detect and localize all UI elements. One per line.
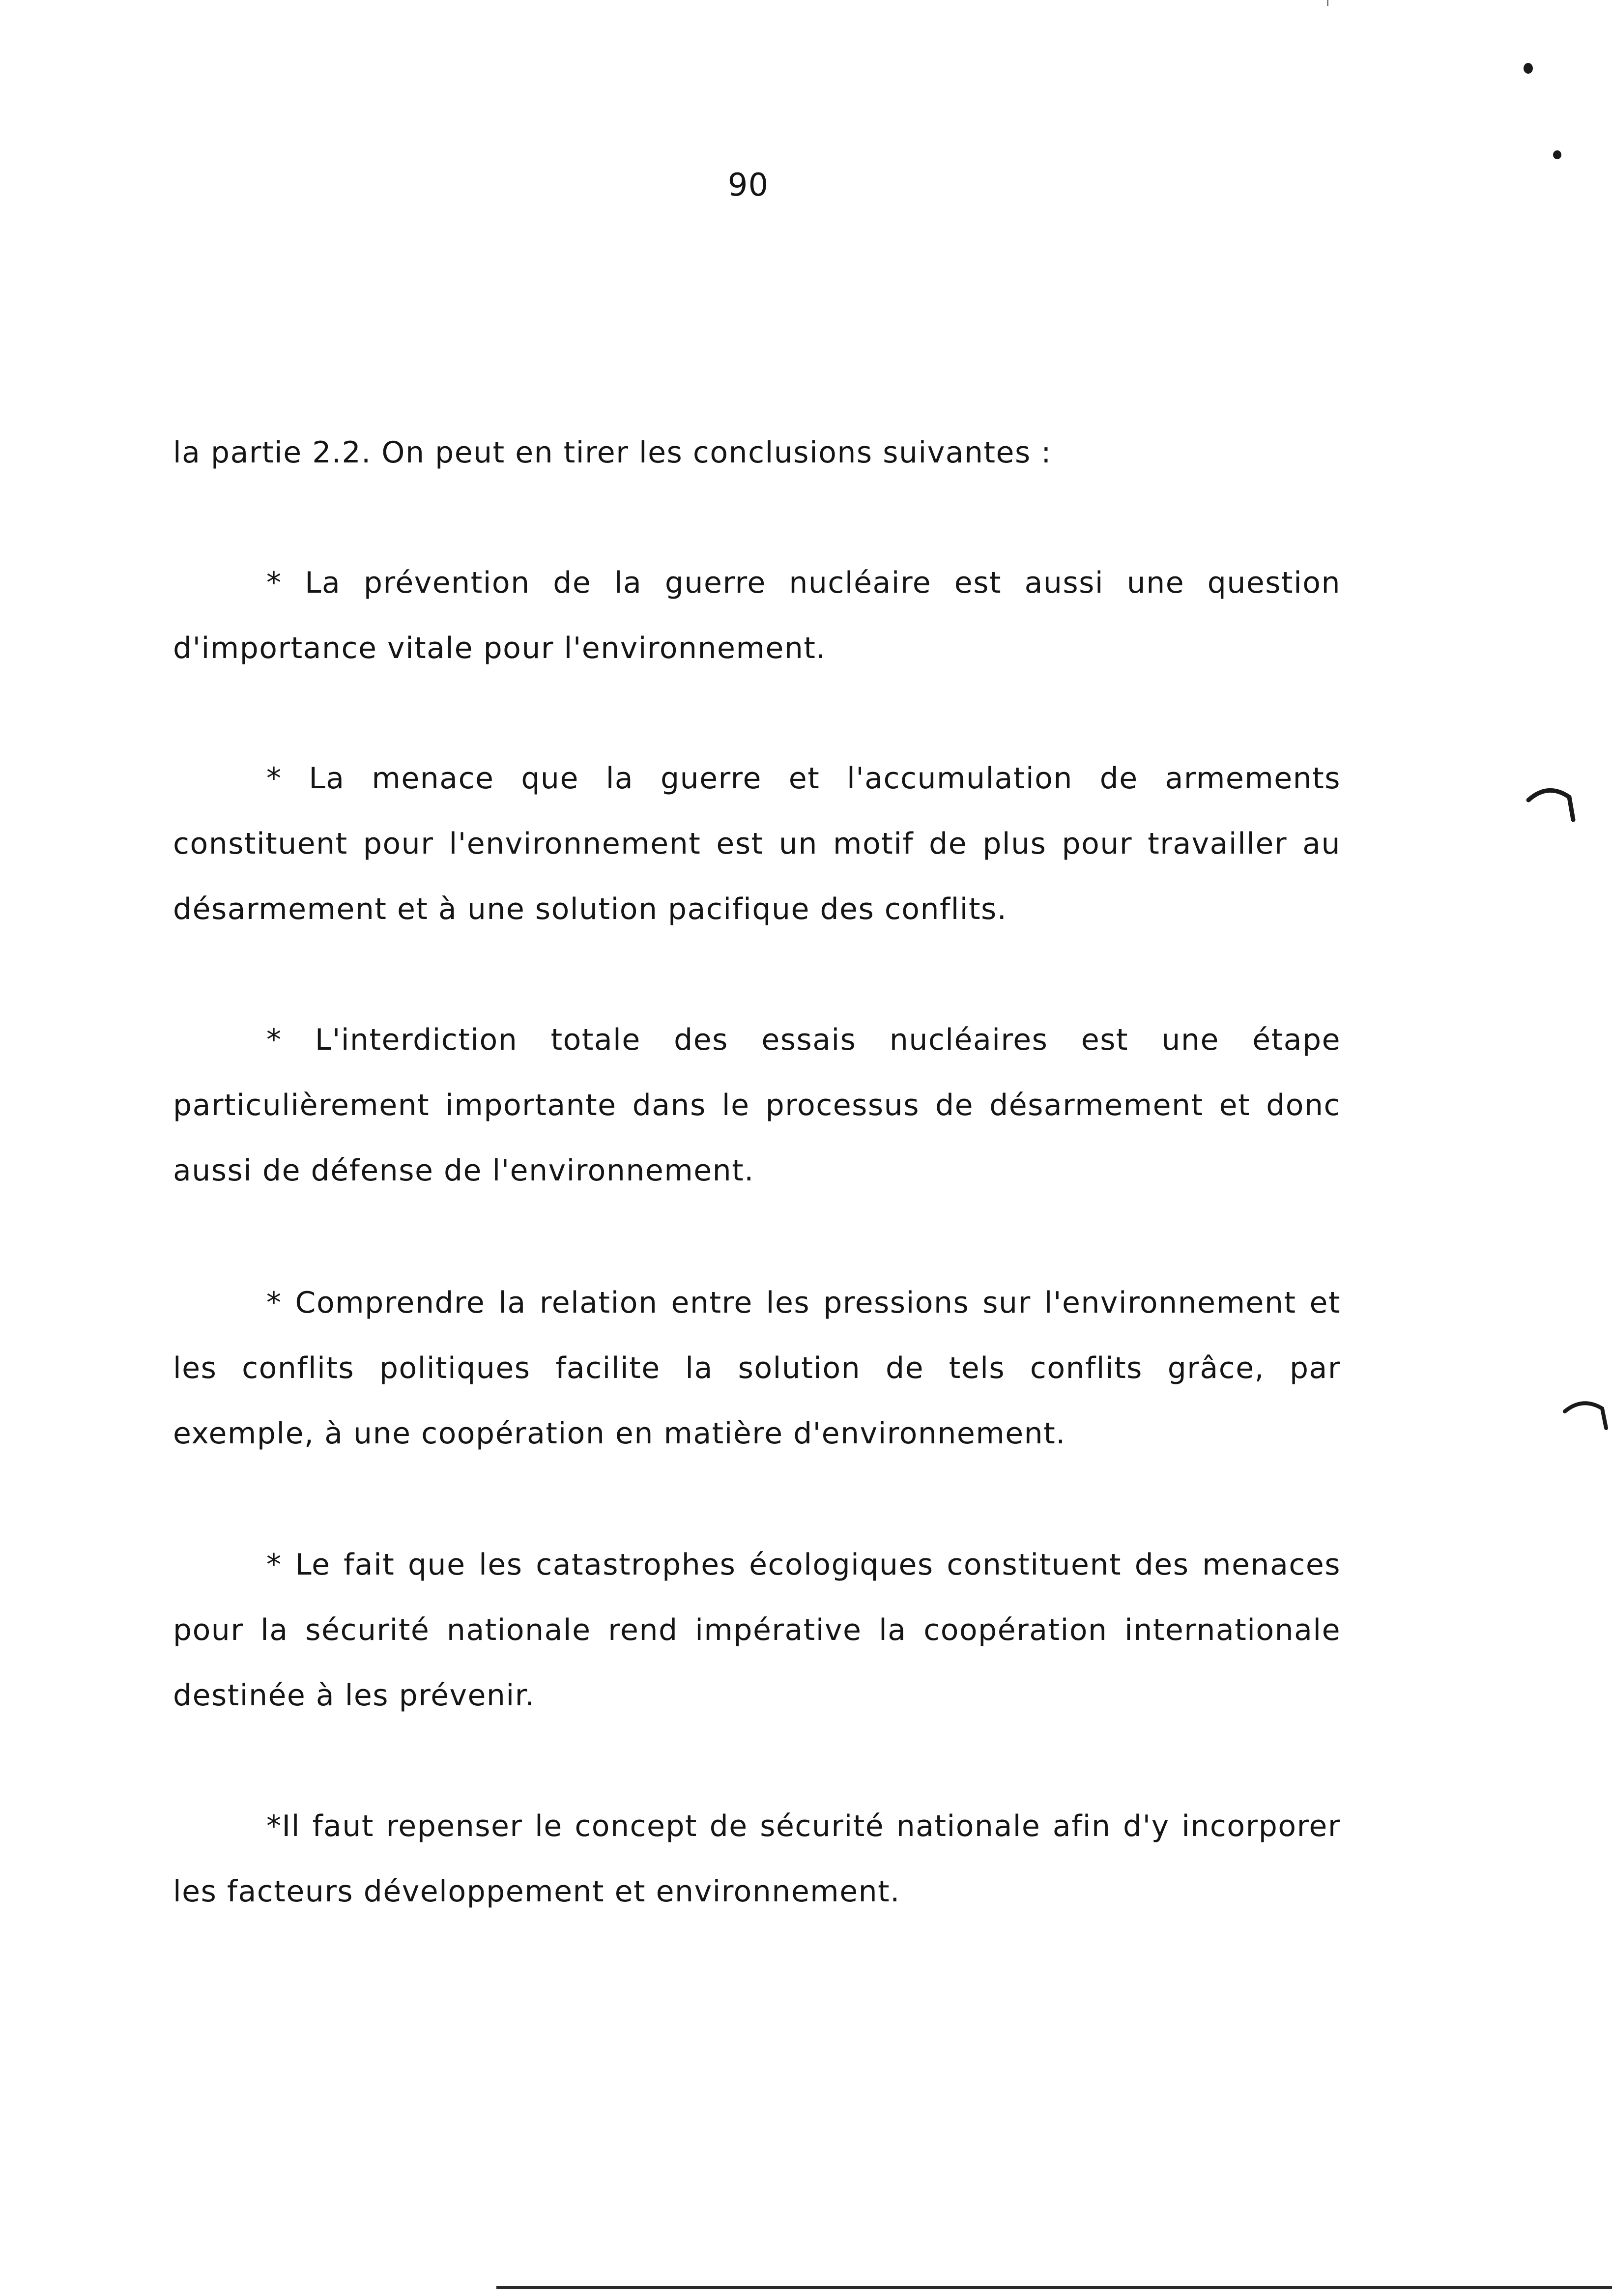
scan-dot bbox=[1524, 63, 1533, 74]
scan-mark-top bbox=[1327, 0, 1328, 6]
conclusion-item: * La prévention de la guerre nucléaire est aussi une question d'importance vitale pour l'environnement. bbox=[173, 566, 1341, 665]
binder-hole-mark bbox=[1526, 786, 1580, 826]
conclusion-item: * Comprendre la relation entre les pressions sur l'environnement et les conflits politiques facilite la solution de tels conflits grâce, par exemple, à une coopération en matière d'environnement. bbox=[173, 1286, 1341, 1451]
conclusion-item: * La menace que la guerre et l'accumulation de armements constituent pour l'environnement est un motif de plus pour travailler au désarmement et à une solution pacifique des conflits. bbox=[173, 761, 1341, 926]
conclusion-item: *Il faut repenser le concept de sécurité nationale afin d'y incorporer les facteurs développement et environnement. bbox=[173, 1809, 1341, 1909]
scan-dot bbox=[1553, 150, 1561, 159]
conclusion-item: * L'interdiction totale des essais nucléaires est une étape particulièrement importante dans le processus de désarmement et donc aussi de défense de l'environnement. bbox=[173, 1023, 1341, 1188]
binder-hole-mark bbox=[1563, 1400, 1612, 1434]
page-number: 90 bbox=[727, 167, 769, 203]
bottom-edge-line bbox=[496, 2286, 1612, 2289]
conclusion-item: * Le fait que les catastrophes écologiques constituent des menaces pour la sécurité nationale rend impérative la coopération internationale destinée à les prévenir. bbox=[173, 1548, 1341, 1713]
intro-paragraph: la partie 2.2. On peut en tirer les conclusions suivantes : bbox=[173, 435, 1052, 470]
